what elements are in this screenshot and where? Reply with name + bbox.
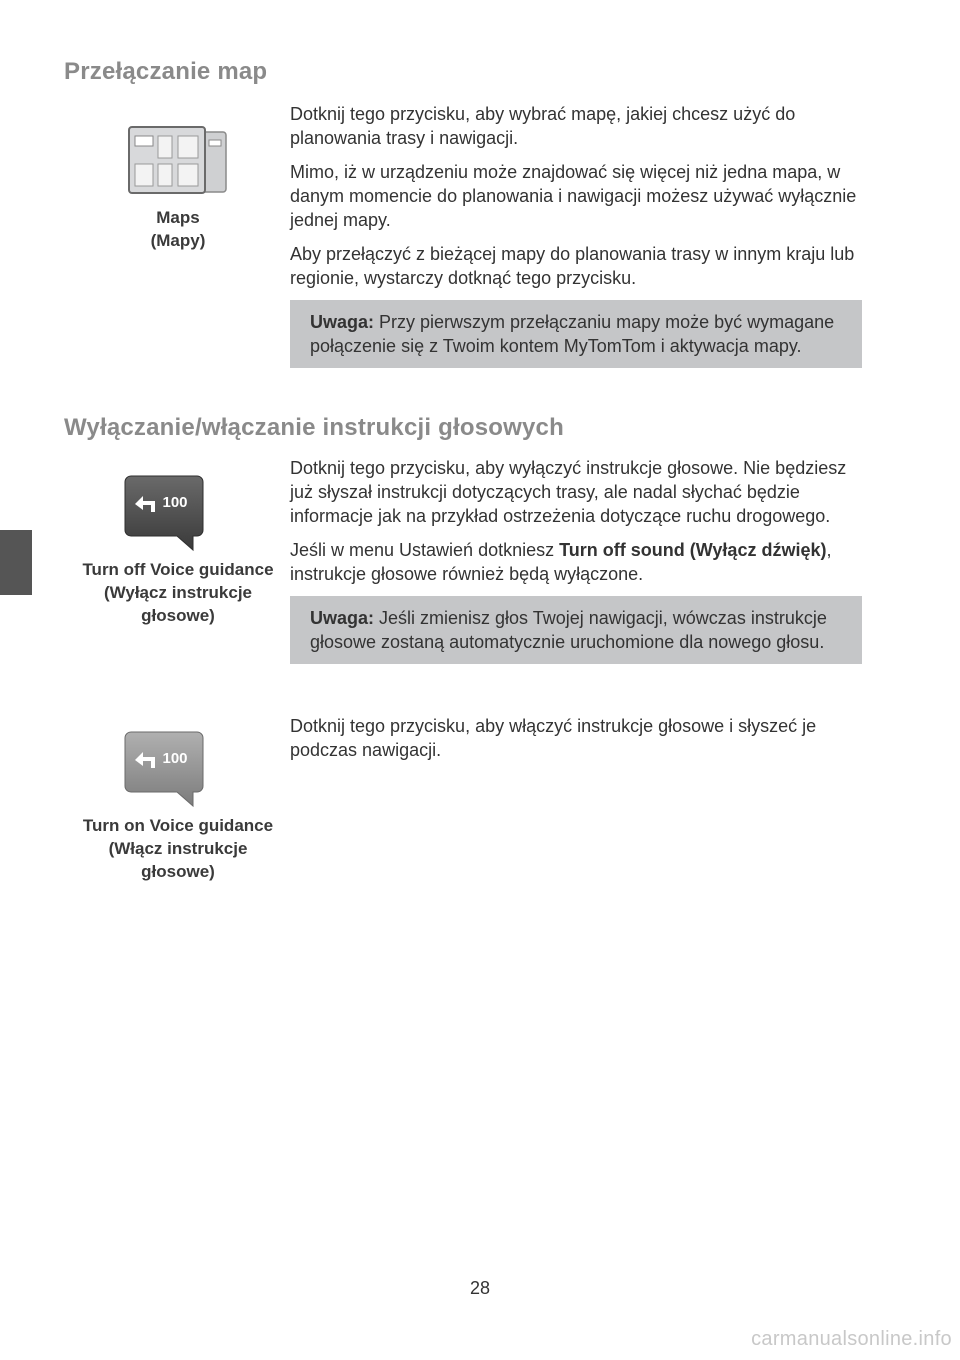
maps-caption-pl: (Mapy) — [150, 231, 206, 250]
turn-on-voice-button[interactable] — [58, 730, 298, 883]
note-label: Uwaga: — [310, 608, 375, 628]
maps-para-2: Mimo, iż w urządzeniu może znajdować się więcej niż jedna mapa, w danym momencie do planowania i nawigacji możesz używać wyłącznie jednej mapy. — [290, 162, 857, 230]
bubble-distance-text: 100 — [162, 750, 188, 767]
page-number: 28 — [469, 1278, 491, 1298]
side-tab-marker — [0, 530, 32, 595]
note-label: Uwaga: — [310, 312, 375, 332]
speech-bubble-icon — [123, 474, 233, 554]
para2-post: , instrukcje głosowe również będą wyłączone. — [290, 540, 832, 584]
bubble-distance-text: 100 — [162, 494, 188, 511]
turn-off-caption-pl-1: (Wyłącz instrukcje — [103, 583, 253, 602]
turn-off-caption-en: Turn off Voice guidance — [82, 560, 274, 579]
turn-on-caption-pl-2: głosowe) — [141, 862, 215, 881]
maps-para-3: Aby przełączyć z bieżącej mapy do planowania trasy w innym kraju lub regionie, wystarczy dotknąć tego przycisku. — [290, 244, 855, 288]
turn-on-caption-pl-1: (Włącz instrukcje — [108, 839, 248, 858]
note-text: Jeśli zmienisz głos Twojej nawigacji, wówczas instrukcje głosowe zostaną automatycznie uruchomione dla nowego głosu. — [310, 608, 827, 652]
maps-note — [290, 300, 862, 368]
turn-off-para-2 — [290, 538, 862, 586]
turn-off-sound-setting: Turn off sound (Wyłącz dźwięk) — [559, 540, 827, 560]
turn-off-caption-pl-2: głosowe) — [141, 606, 215, 625]
maps-caption-en: Maps — [156, 208, 200, 227]
maps-icon — [128, 126, 228, 196]
voice-note — [290, 596, 862, 664]
maps-button[interactable] — [58, 126, 298, 252]
maps-description — [290, 102, 862, 368]
turn-on-caption-en: Turn on Voice guidance — [82, 816, 274, 835]
section-title-maps: Przełączanie map — [64, 58, 268, 85]
maps-para-1: Dotknij tego przycisku, aby wybrać mapę, jakiej chcesz użyć do planowania trasy i nawigacji. — [290, 104, 796, 148]
section-title-voice: Wyłączanie/włączanie instrukcji głosowych — [64, 414, 564, 441]
watermark: carmanualsonline.info — [751, 1328, 952, 1350]
turn-off-voice-button[interactable] — [58, 474, 298, 627]
turn-on-description — [290, 714, 862, 772]
para2-pre: Jeśli w menu Ustawień dotkniesz — [290, 540, 560, 560]
turn-off-para-1: Dotknij tego przycisku, aby wyłączyć instrukcje głosowe. Nie będziesz już słyszał instrukcji dotyczących trasy, ale nadal słychać będzie informacje jak na przykład ostrzeżenia dotyczące ruchu drogowego. — [290, 458, 847, 526]
turn-on-para-1: Dotknij tego przycisku, aby włączyć instrukcje głosowe i słyszeć je podczas nawigacji. — [290, 716, 817, 760]
speech-bubble-icon — [123, 730, 233, 810]
turn-off-description — [290, 456, 862, 664]
note-text: Przy pierwszym przełączaniu mapy może być wymagane połączenie się z Twoim kontem MyTomTom i aktywacja mapy. — [310, 312, 835, 356]
